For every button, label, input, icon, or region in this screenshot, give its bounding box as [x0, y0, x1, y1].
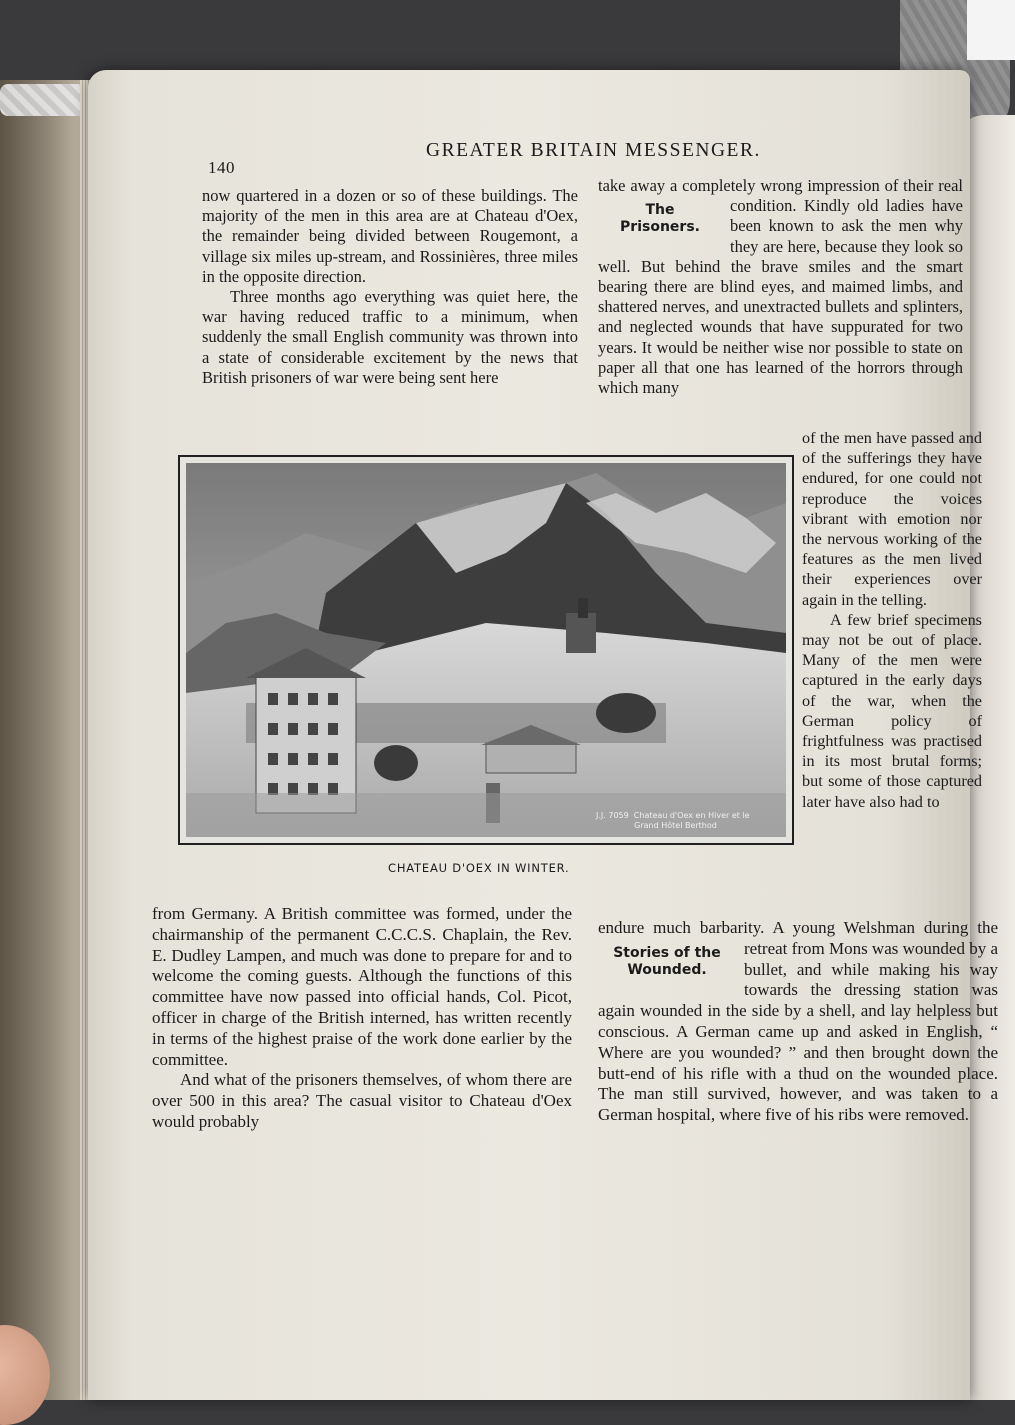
paragraph-text: been known to ask the men why they are here, because they look so well. But behind the brave smiles and the smart bearing there are blind eyes, and maimed limbs, and shattered nerves, and unextracted bullets and splinters, and neglected wounds that have suppurated for two years. It would be neither wise nor possible to state on paper all that one has learned of the horrors through which many [598, 216, 963, 398]
paragraph-text: take away a completely wrong impression of their real condition. Kindly old ladies have [598, 176, 963, 216]
figure-caption: CHATEAU D'OEX IN WINTER. [388, 861, 570, 875]
side-heading-line: Stories of the [613, 944, 721, 961]
column-left-top [202, 186, 578, 388]
paragraph [598, 176, 963, 398]
side-heading-wounded [598, 945, 736, 979]
paragraph: Three months ago everything was quiet here, the war having reduced traffic to a minimum, when suddenly the small English community was thrown into a state of considerable excitement by the news that British prisoners of war were being sent here [202, 287, 578, 387]
column-right-bottom [598, 918, 998, 1126]
side-heading-prisoners [598, 202, 722, 236]
column-right-top [598, 176, 963, 398]
paragraph: from Germany. A British committee was formed, under the chairmanship of the permanent C.C.C.S. Chaplain, the Rev. E. Dudley Lampen, and much was done to prepare for and to welcome the coming guests. Although the functions of this committee have now passed into official hands, Col. Picot, officer in charge of the British interned, has written recently in terms of the highest praise of the work done earlier by the committee. [152, 904, 572, 1069]
paragraph-text: endure much barbarity. A young Welshman during the retreat from Mons was wounded [598, 918, 998, 958]
paragraph [598, 918, 998, 1126]
photo-figure [178, 455, 794, 845]
running-header [208, 142, 968, 176]
photo-imprint: J.J. 7059 Chateau d'Oex en Hiver et le Grand Hôtel Berthod [596, 811, 750, 830]
chateau-doex-photo [186, 463, 786, 837]
page-number: 140 [208, 158, 235, 177]
column-left-bottom [152, 904, 572, 1133]
paragraph: A few brief specimens may not be out of place. Many of the men were captured in the early days of the war, when the German policy of frightfulness was practised in its most brutal forms; but some of those captured later have also had to [802, 610, 982, 811]
paper-scrap [967, 0, 1015, 60]
paragraph: of the men have passed and of the sufferings they have endured, for one could not reproduce the voices vibrant with emotion nor the nervous working of the features as the men lived their experiences over again in the telling. [802, 429, 982, 609]
paragraph: now quartered in a dozen or so of these buildings. The majority of the men in this area are at Chateau d'Oex, the remainder being divided between Rougemont, a village six miles up-stream, and Rossinières, three miles in the opposite direction. [202, 186, 578, 286]
column-right-middle [802, 428, 982, 812]
side-heading-line: The [645, 202, 675, 219]
side-heading-line: Wounded. [627, 961, 707, 978]
paragraph: And what of the prisoners themselves, of whom there are over 500 in this area? The casual visitor to Chateau d'Oex would probably [152, 1070, 572, 1131]
paragraph-text: by a bullet, and while making his way towards the dressing station was again wounded in the side by a shell, and lay helpless but conscious. A German came up and asked in English, “ Where are you wounded? ” and then brought down the butt-end of his rifle with a thud on the wounded place. The man still survived, however, and was taken to a German hospital, where five of his ribs were removed. [598, 938, 998, 1125]
side-heading-line: Prisoners. [620, 219, 700, 236]
page-title: GREATER BRITAIN MESSENGER. [426, 140, 761, 161]
